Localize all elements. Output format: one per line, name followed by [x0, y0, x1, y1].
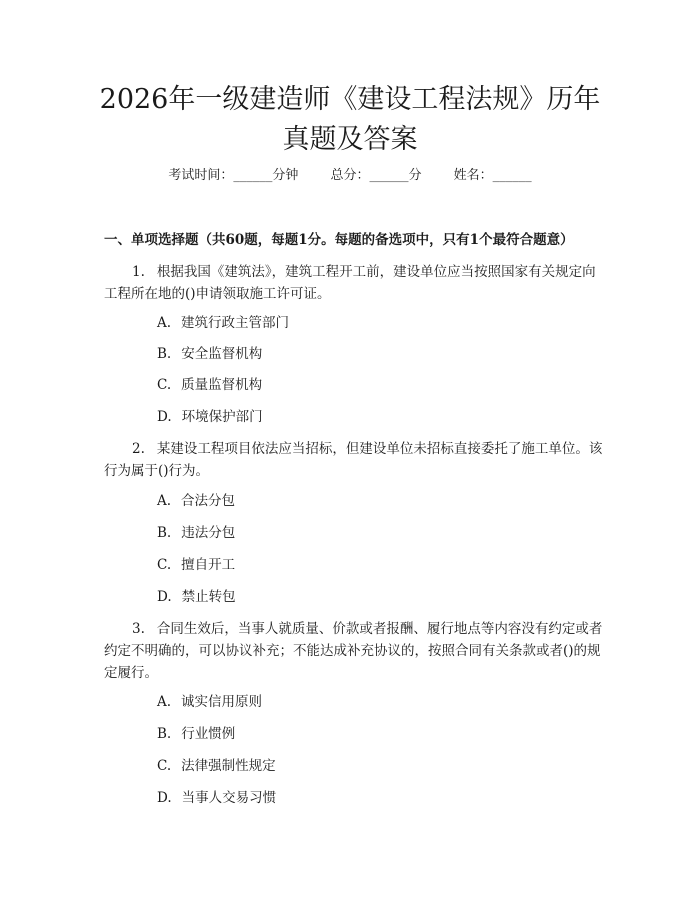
- question-1-option-c: [157, 374, 262, 396]
- option-letter: D.: [157, 790, 172, 806]
- option-letter: C.: [157, 557, 172, 573]
- option-letter: D.: [157, 409, 172, 425]
- option-text: 擅自开工: [181, 557, 236, 573]
- option-text: 环境保护部门: [181, 409, 263, 425]
- question-text: 某建设工程项目依法应当招标，但建设单位未招标直接委托了施工单位。该行为属于()行为。: [104, 441, 603, 479]
- question-1-option-b: [157, 343, 262, 365]
- section-heading: 一、单项选择题（共60题，每题1分。每题的备选项中，只有1个最符合题意）: [104, 232, 574, 248]
- option-text: 合法分包: [181, 493, 236, 509]
- question-number: 1.: [132, 264, 145, 280]
- question-3-option-d: [157, 787, 276, 809]
- question-3-option-c: [157, 755, 276, 777]
- question-number: 3.: [132, 621, 145, 637]
- total-score-field: 总分：______分: [330, 168, 422, 183]
- document-title: 2026年一级建造师《建设工程法规》历年真题及答案: [99, 84, 601, 155]
- option-letter: B.: [157, 726, 172, 742]
- option-text: 质量监督机构: [181, 377, 263, 393]
- question-2-option-a: [157, 490, 235, 512]
- option-letter: D.: [157, 589, 172, 605]
- question-1-option-a: [157, 312, 289, 334]
- option-letter: A.: [157, 493, 172, 509]
- option-letter: C.: [157, 377, 172, 393]
- option-letter: B.: [157, 525, 172, 541]
- option-letter: C.: [157, 758, 172, 774]
- option-text: 行业惯例: [181, 726, 236, 742]
- question-text: 根据我国《建筑法》，建筑工程开工前，建设单位应当按照国家有关规定向工程所在地的()申请领取施工许可证。: [104, 264, 596, 302]
- option-text: 禁止转包: [181, 589, 236, 605]
- option-letter: B.: [157, 346, 172, 362]
- question-2: [104, 438, 604, 482]
- option-text: 建筑行政主管部门: [181, 315, 290, 331]
- question-3: [104, 618, 604, 684]
- option-letter: A.: [157, 315, 172, 331]
- name-field: 姓名：______: [453, 168, 532, 183]
- question-3-option-b: [157, 723, 235, 745]
- option-text: 违法分包: [181, 525, 236, 541]
- question-1-option-d: [157, 406, 263, 428]
- question-3-option-a: [157, 691, 262, 713]
- option-text: 诚实信用原则: [181, 694, 263, 710]
- option-letter: A.: [157, 694, 172, 710]
- exam-meta: [0, 166, 700, 186]
- question-1: [104, 261, 604, 305]
- question-2-option-c: [157, 554, 235, 576]
- question-2-option-b: [157, 522, 235, 544]
- option-text: 法律强制性规定: [181, 758, 276, 774]
- question-2-option-d: [157, 586, 236, 608]
- option-text: 当事人交易习惯: [181, 790, 277, 806]
- question-text: 合同生效后，当事人就质量、价款或者报酬、履行地点等内容没有约定或者约定不明确的，可以协议补充；不能达成补充协议的，按照合同有关条款或者()的规定履行。: [104, 621, 603, 681]
- exam-time-field: 考试时间：______分钟: [168, 168, 299, 183]
- question-number: 2.: [132, 441, 145, 457]
- option-text: 安全监督机构: [181, 346, 263, 362]
